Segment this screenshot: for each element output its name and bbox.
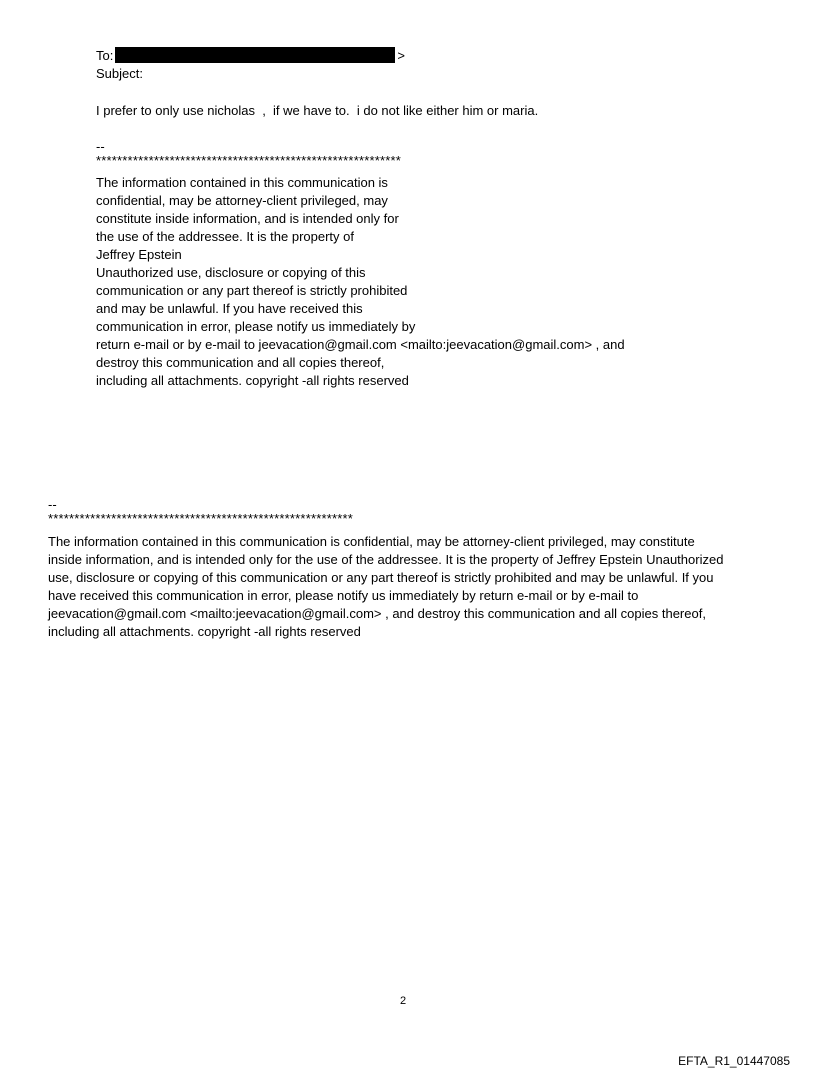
inner-signature-line: The information contained in this communication is xyxy=(96,175,388,190)
inner-signature-line: return e-mail or by e-mail to jeevacation@gmail.com <mailto:jeevacation@gmail.com> , and xyxy=(96,337,625,352)
inner-signature-separator: -- xyxy=(96,139,105,154)
inner-signature-line: Jeffrey Epstein xyxy=(96,247,182,262)
outer-signature-line: have received this communication in error, please notify us immediately by return e-mail or by e-mail to xyxy=(48,588,639,603)
redacted-recipient xyxy=(115,47,395,63)
inner-signature-line: communication or any part thereof is strictly prohibited xyxy=(96,283,408,298)
bates-number: EFTA_R1_01447085 xyxy=(678,1054,790,1068)
inner-signature-line: destroy this communication and all copies thereof, xyxy=(96,355,385,370)
outer-signature-line: inside information, and is intended only for the use of the addressee. It is the property of Jeffrey Epstein Unauthorized xyxy=(48,552,724,567)
outer-signature-stars: ********************************************************** xyxy=(48,511,354,526)
to-suffix: > xyxy=(397,48,405,63)
inner-signature-line: constitute inside information, and is intended only for xyxy=(96,211,399,226)
outer-signature-separator: -- xyxy=(48,497,57,512)
inner-signature-line: Unauthorized use, disclosure or copying of this xyxy=(96,265,366,280)
outer-signature-line: including all attachments. copyright -all rights reserved xyxy=(48,624,361,639)
outer-signature-line: jeevacation@gmail.com <mailto:jeevacation@gmail.com> , and destroy this communication and all copies thereof, xyxy=(48,606,706,621)
outer-signature-line: The information contained in this communication is confidential, may be attorney-client privileged, may constitute xyxy=(48,534,695,549)
inner-signature-line: confidential, may be attorney-client privileged, may xyxy=(96,193,388,208)
subject-label: Subject: xyxy=(96,66,143,81)
message-body: I prefer to only use nicholas , if we have to. i do not like either him or maria. xyxy=(96,103,539,118)
to-label: To: xyxy=(96,48,114,63)
to-line xyxy=(96,47,405,65)
inner-signature-line: and may be unlawful. If you have received this xyxy=(96,301,363,316)
page-number: 2 xyxy=(400,995,407,1007)
inner-signature-line: including all attachments. copyright -all rights reserved xyxy=(96,373,409,388)
inner-signature-line: communication in error, please notify us immediately by xyxy=(96,319,416,334)
inner-signature-line: the use of the addressee. It is the property of xyxy=(96,229,354,244)
outer-signature-line: use, disclosure or copying of this communication or any part thereof is strictly prohibited and may be unlawful. If you xyxy=(48,570,714,585)
inner-signature-stars: ********************************************************** xyxy=(96,153,402,168)
